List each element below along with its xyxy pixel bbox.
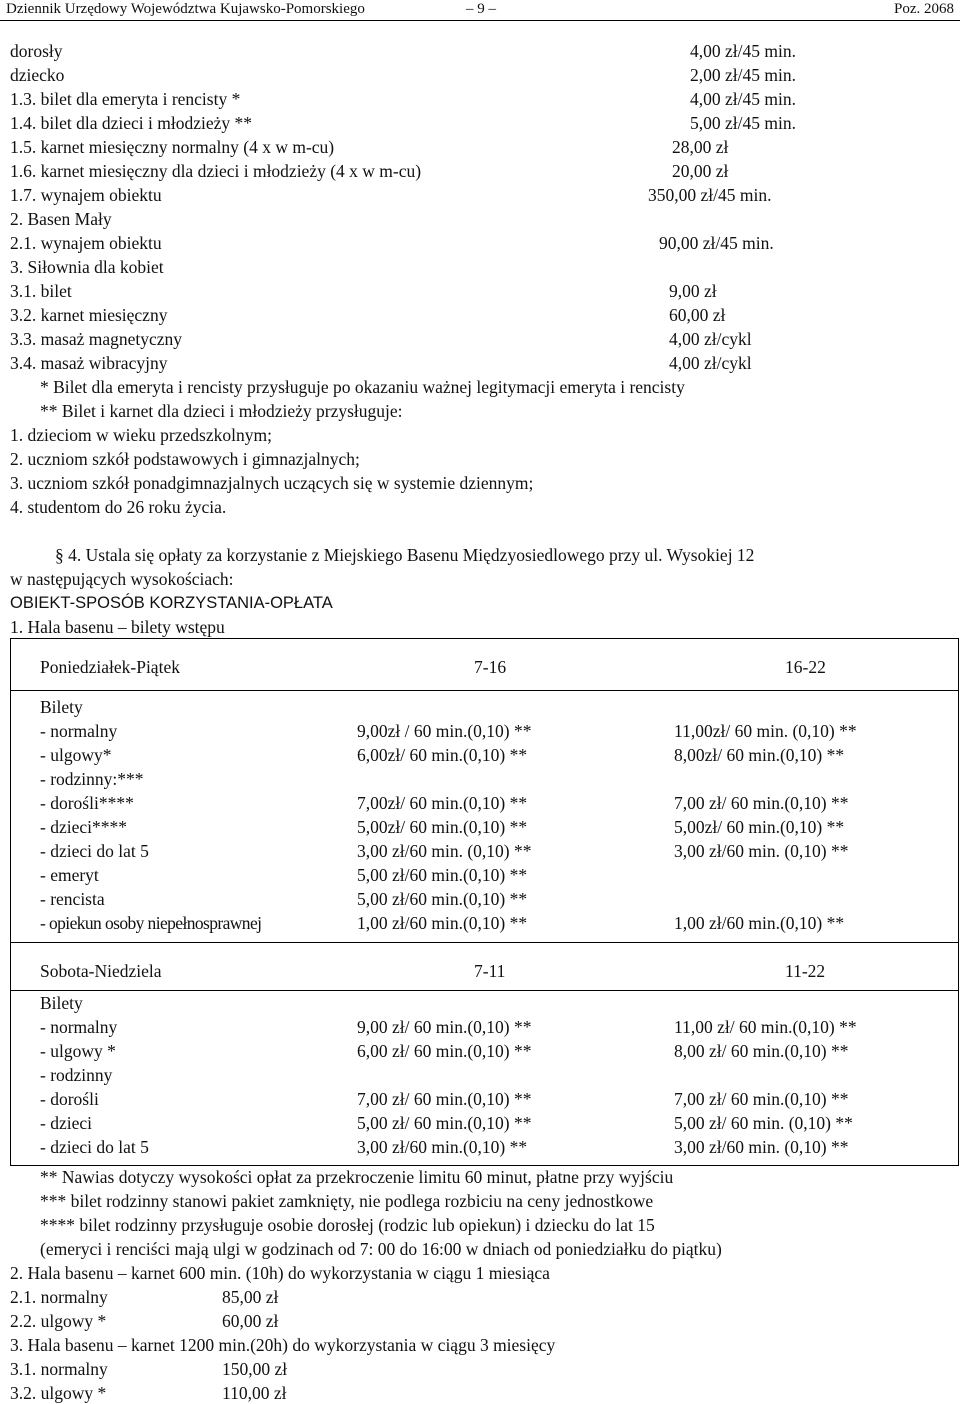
weekday-price: 7,00 zł/ 60 min.(0,10) **	[674, 793, 849, 813]
weekday-ticket-type: - opiekun osoby niepełnosprawnej	[40, 913, 262, 933]
price-value: 20,00 zł	[672, 161, 729, 181]
weekday-ticket-type: - ulgowy*	[40, 745, 112, 765]
pass-label: 3.2. ulgowy *	[10, 1383, 107, 1403]
price-label: 3.1. bilet	[10, 281, 72, 301]
weekday-header-time-2: 16-22	[785, 657, 826, 677]
note-line: * Bilet dla emeryta i rencisty przysługuje po okazaniu ważnej legitymacji emeryta i rencisty	[40, 377, 685, 397]
price-label: 2. Basen Mały	[10, 209, 112, 229]
weekday-price: 5,00zł/ 60 min.(0,10) **	[674, 817, 845, 837]
weekday-price: 9,00zł / 60 min.(0,10) **	[357, 721, 532, 741]
footnote-line: **** bilet rodzinny przysługuje osobie dorosłej (rodzic lub opiekun) i dziecku do lat 15	[40, 1215, 655, 1235]
price-label: 3. Siłownia dla kobiet	[10, 257, 164, 277]
price-label: 1.3. bilet dla emeryta i rencisty *	[10, 89, 241, 109]
weekday-header-label: Poniedziałek-Piątek	[40, 657, 180, 677]
section-4-item-1: 1. Hala basenu – bilety wstępu	[10, 617, 225, 637]
weekday-header-time-1: 7-16	[474, 657, 507, 677]
note-line: 3. uczniom szkół ponadgimnazjalnych uczących się w systemie dziennym;	[10, 473, 534, 493]
price-value: 350,00 zł/45 min.	[648, 185, 772, 205]
weekend-price: 5,00 zł/ 60 min.(0,10) **	[357, 1113, 532, 1133]
weekday-price: 1,00 zł/60 min.(0,10) **	[674, 913, 845, 933]
price-label: 3.4. masaż wibracyjny	[10, 353, 168, 373]
price-value: 9,00 zł	[669, 281, 717, 301]
price-value: 2,00 zł/45 min.	[690, 65, 796, 85]
weekday-price: 1,00 zł/60 min.(0,10) **	[357, 913, 528, 933]
weekday-ticket-type: Bilety	[40, 697, 83, 717]
price-value: 60,00 zł	[669, 305, 726, 325]
price-value: 4,00 zł/45 min.	[690, 89, 796, 109]
pass-value: 85,00 zł	[222, 1287, 279, 1307]
price-value: 90,00 zł/45 min.	[659, 233, 774, 253]
weekend-header-label: Sobota-Niedziela	[40, 961, 162, 981]
weekday-price: 11,00zł/ 60 min. (0,10) **	[674, 721, 857, 741]
price-label: 3.2. karnet miesięczny	[10, 305, 168, 325]
weekend-header-time-1: 7-11	[474, 961, 506, 981]
weekend-ticket-type: - dorośli	[40, 1089, 99, 1109]
pass-label: 2.2. ulgowy *	[10, 1311, 107, 1331]
weekday-price: 7,00zł/ 60 min.(0,10) **	[357, 793, 528, 813]
price-label: 2.1. wynajem obiektu	[10, 233, 162, 253]
page-number: – 9 –	[466, 1, 496, 17]
pass-label: 3. Hala basenu – karnet 1200 min.(20h) do wykorzystania w ciągu 3 miesięcy	[10, 1335, 556, 1355]
footnote-line: ** Nawias dotyczy wysokości opłat za przekroczenie limitu 60 minut, płatne przy wyjściu	[40, 1167, 674, 1187]
price-value: 4,00 zł/45 min.	[690, 41, 796, 61]
weekday-ticket-type: - dorośli****	[40, 793, 134, 813]
price-value: 4,00 zł/cykl	[669, 329, 752, 349]
weekday-header-divider	[10, 690, 958, 691]
note-line: 2. uczniom szkół podstawowych i gimnazjalnych;	[10, 449, 360, 469]
weekday-ticket-type: - rodzinny:***	[40, 769, 144, 789]
weekend-price: 3,00 zł/60 min.(0,10) **	[357, 1137, 528, 1157]
weekday-price: 8,00zł/ 60 min.(0,10) **	[674, 745, 845, 765]
weekend-divider-top	[10, 942, 958, 943]
weekday-price: 3,00 zł/60 min. (0,10) **	[357, 841, 532, 861]
page-header	[0, 0, 960, 21]
weekday-ticket-type: - dzieci****	[40, 817, 127, 837]
section-4-structure: OBIEKT-SPOSÓB KORZYSTANIA-OPŁATA	[10, 594, 333, 612]
price-value: 5,00 zł/45 min.	[690, 113, 796, 133]
pass-label: 2. Hala basenu – karnet 600 min. (10h) do wykorzystania w ciągu 1 miesiąca	[10, 1263, 550, 1283]
price-label: 1.7. wynajem obiektu	[10, 185, 162, 205]
price-label: 3.3. masaż magnetyczny	[10, 329, 183, 349]
weekday-ticket-type: - emeryt	[40, 865, 99, 885]
weekend-header-divider	[10, 990, 958, 991]
weekday-price: 5,00 zł/60 min.(0,10) **	[357, 865, 528, 885]
weekend-header-time-2: 11-22	[785, 961, 826, 981]
weekday-price: 5,00 zł/60 min.(0,10) **	[357, 889, 528, 909]
price-label: 1.5. karnet miesięczny normalny (4 x w m-cu)	[10, 137, 335, 157]
weekend-price: 11,00 zł/ 60 min.(0,10) **	[674, 1017, 857, 1037]
section-4-continuation: w następujących wysokościach:	[10, 569, 234, 589]
price-label: 1.4. bilet dla dzieci i młodzieży **	[10, 113, 253, 133]
weekend-ticket-type: - dzieci do lat 5	[40, 1137, 149, 1157]
price-label: dziecko	[10, 65, 65, 85]
weekend-ticket-type: - normalny	[40, 1017, 118, 1037]
note-line: 4. studentom do 26 roku życia.	[10, 497, 227, 517]
price-value: 4,00 zł/cykl	[669, 353, 752, 373]
weekend-price: 8,00 zł/ 60 min.(0,10) **	[674, 1041, 849, 1061]
price-label: dorosły	[10, 41, 63, 61]
weekend-price: 7,00 zł/ 60 min.(0,10) **	[674, 1089, 849, 1109]
pass-label: 2.1. normalny	[10, 1287, 108, 1307]
position-number: Poz. 2068	[894, 1, 954, 17]
weekend-ticket-type: - rodzinny	[40, 1065, 113, 1085]
weekday-price: 5,00zł/ 60 min.(0,10) **	[357, 817, 528, 837]
footnote-line: (emeryci i renciści mają ulgi w godzinach od 7: 00 do 16:00 w dniach od poniedziałku do piątku)	[40, 1239, 722, 1259]
weekend-price: 7,00 zł/ 60 min.(0,10) **	[357, 1089, 532, 1109]
price-label: 1.6. karnet miesięczny dla dzieci i młodzieży (4 x w m-cu)	[10, 161, 422, 181]
note-line: ** Bilet i karnet dla dzieci i młodzieży przysługuje:	[40, 401, 403, 421]
weekend-price: 6,00 zł/ 60 min.(0,10) **	[357, 1041, 532, 1061]
weekday-price: 3,00 zł/60 min. (0,10) **	[674, 841, 849, 861]
weekend-price: 9,00 zł/ 60 min.(0,10) **	[357, 1017, 532, 1037]
weekend-price: 3,00 zł/60 min. (0,10) **	[674, 1137, 849, 1157]
weekday-ticket-type: - dzieci do lat 5	[40, 841, 149, 861]
pass-value: 110,00 zł	[222, 1383, 287, 1403]
price-value: 28,00 zł	[672, 137, 729, 157]
weekend-ticket-type: - dzieci	[40, 1113, 92, 1133]
weekend-ticket-type: Bilety	[40, 993, 83, 1013]
pass-label: 3.1. normalny	[10, 1359, 108, 1379]
section-4-heading: § 4. Ustala się opłaty za korzystanie z Miejskiego Basenu Międzyosiedlowego przy ul. Wysokiej 12	[55, 545, 755, 565]
pass-value: 60,00 zł	[222, 1311, 279, 1331]
weekday-ticket-type: - rencista	[40, 889, 105, 909]
weekend-ticket-type: - ulgowy *	[40, 1041, 116, 1061]
note-line: 1. dzieciom w wieku przedszkolnym;	[10, 425, 272, 445]
weekend-price: 5,00 zł/ 60 min. (0,10) **	[674, 1113, 853, 1133]
journal-title: Dziennik Urzędowy Województwa Kujawsko-Pomorskiego	[6, 1, 365, 17]
weekday-price: 6,00zł/ 60 min.(0,10) **	[357, 745, 528, 765]
weekday-ticket-type: - normalny	[40, 721, 118, 741]
footnote-line: *** bilet rodzinny stanowi pakiet zamknięty, nie podlega rozbiciu na ceny jednostkowe	[40, 1191, 654, 1211]
pass-value: 150,00 zł	[222, 1359, 288, 1379]
